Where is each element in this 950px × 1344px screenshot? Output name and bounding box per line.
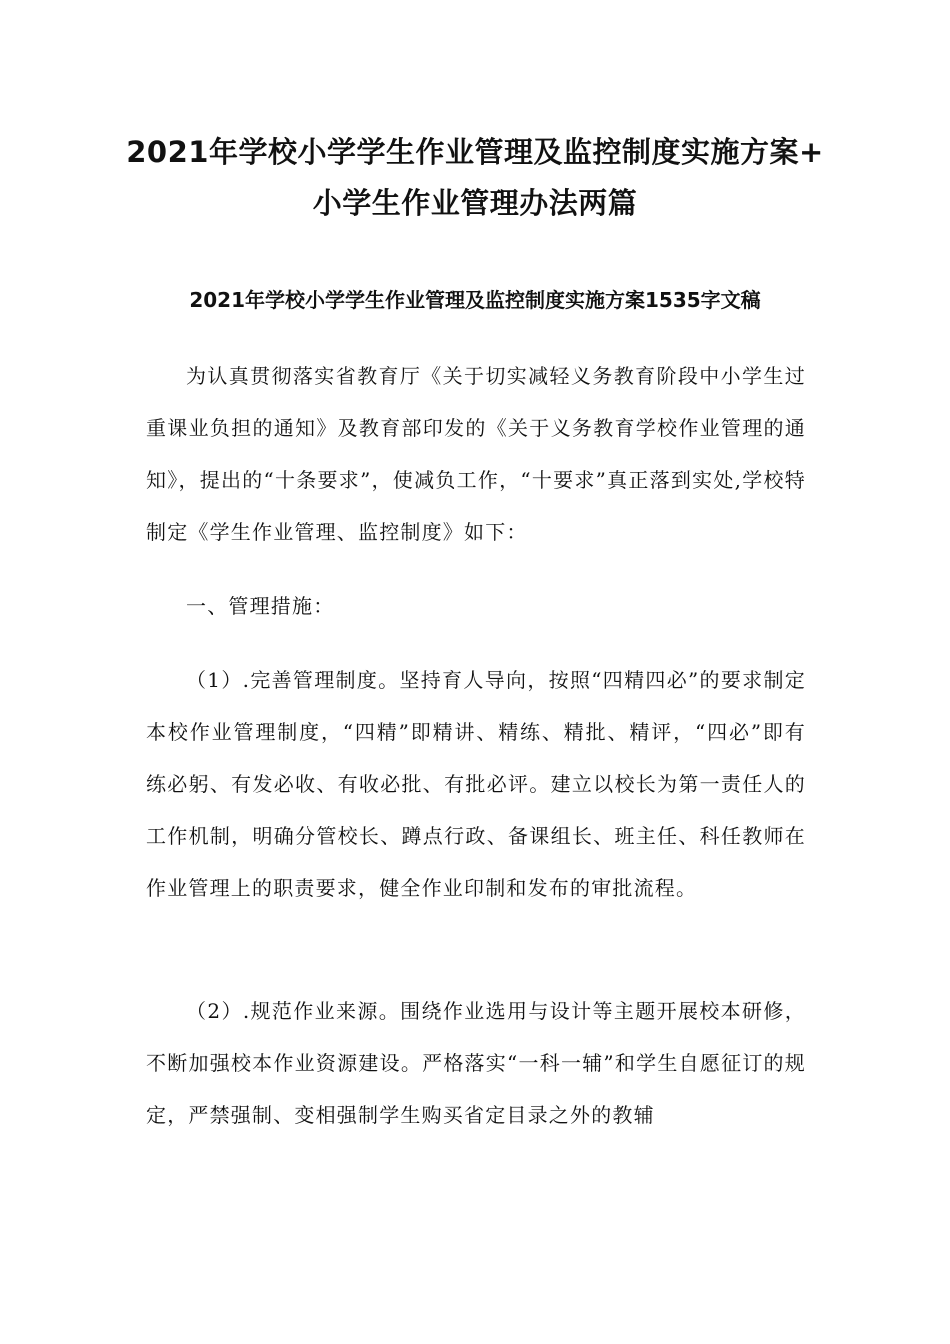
intro-paragraph: 为认真贯彻落实省教育厅《关于切实减轻义务教育阶段中小学生过重课业负担的通知》及教育部印发的《关于义务教育学校作业管理的通知》，提出的“十条要求”，使减负工作，“十要求”真正落到实处,学校特制定《学生作业管理、监控制度》如下： (146, 364, 806, 544)
document-title-line-1: 2021年学校小学学生作业管理及监控制度实施方案+ (126, 135, 824, 169)
document-title-line-2: 小学生作业管理办法两篇 (312, 186, 638, 220)
item-2-paragraph: （2）.规范作业来源。围绕作业选用与设计等主题开展校本研修，不断加强校本作业资源建设。严格落实“一科一辅”和学生自愿征订的规定，严禁强制、变相强制学生购买省定目录之外的教辅 (146, 999, 806, 1127)
item-1-paragraph: （1）.完善管理制度。坚持育人导向，按照“四精四必”的要求制定本校作业管理制度，“四精”即精讲、精练、精批、精评，“四必”即有练必躬、有发必收、有收必批、有批必评。建立以校长为第一责任人的工作机制，明确分管校长、蹲点行政、备课组长、班主任、科任教师在作业管理上的职责要求，健全作业印制和发布的审批流程。 (146, 668, 806, 900)
section-heading: 一、管理措施： (186, 594, 335, 618)
document-subtitle: 2021年学校小学学生作业管理及监控制度实施方案1535字文稿 (189, 288, 761, 312)
